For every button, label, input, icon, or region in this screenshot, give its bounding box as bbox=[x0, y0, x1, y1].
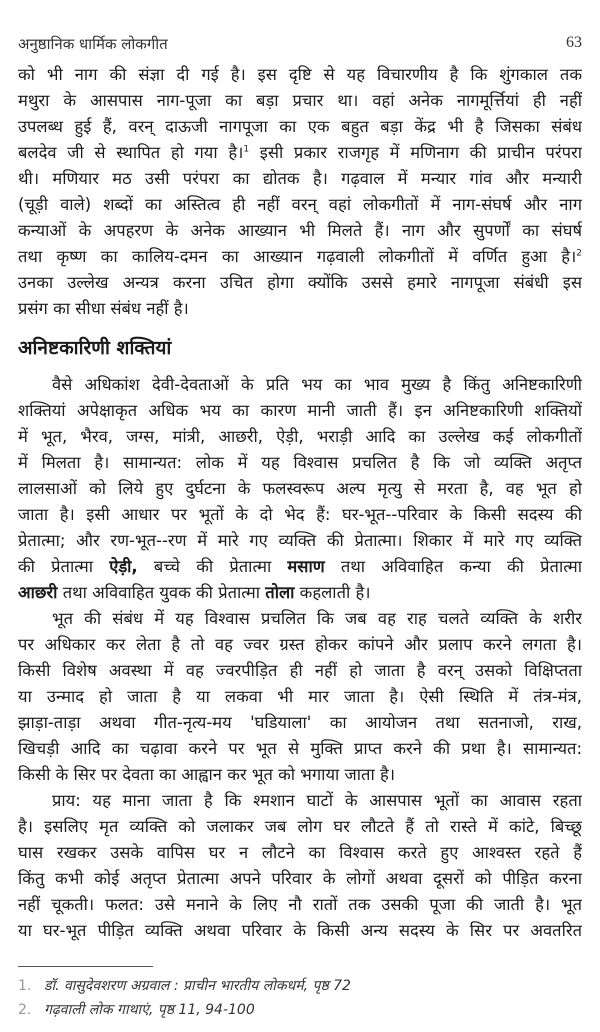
text-line bbox=[18, 476, 582, 502]
text-line bbox=[18, 866, 582, 892]
text-line bbox=[18, 372, 582, 398]
text-line bbox=[18, 296, 582, 322]
text-line bbox=[18, 88, 582, 114]
paragraph-naga-worship bbox=[18, 62, 582, 322]
text-segment: मथुरा के आसपास नाग-पूजा का बड़ा प्रचार था। वहां अनेक नागमूर्त्तियां ही नहीं bbox=[18, 91, 582, 110]
text-line bbox=[18, 398, 582, 424]
bold-term: मसाण bbox=[287, 557, 325, 576]
footnote-ref: 1 bbox=[243, 144, 250, 155]
text-segment: बच्चे की प्रेतात्मा bbox=[137, 557, 288, 576]
text-segment: इसी प्रकार राजगृह में मणिनाग की प्राचीन परंपरा bbox=[249, 143, 582, 162]
text-segment: या घर-भूत पीड़ित व्यक्ति अथवा परिवार के किसी अन्य सदस्य के सिर पर अवतरित bbox=[18, 921, 582, 940]
text-segment: तथा अविवाहित कन्या की प्रेतात्मा bbox=[324, 557, 582, 576]
footnote-1 bbox=[18, 976, 351, 995]
text-segment: नहीं चूकती। फलत: उसे मनाने के लिए नौ रातों तक उसकी पूजा की जाती है। भूत bbox=[18, 895, 582, 914]
text-line bbox=[18, 62, 582, 88]
footnote-divider bbox=[18, 966, 153, 967]
text-segment: भूत की संबंध में यह विश्वास प्रचलित कि जब वह राह चलते व्यक्ति के शरीर bbox=[52, 609, 582, 628]
running-header bbox=[18, 34, 582, 54]
text-line bbox=[18, 244, 582, 270]
text-line bbox=[18, 658, 582, 684]
text-line bbox=[18, 892, 582, 918]
text-segment: किसी विशेष अवस्था में वह ज्वरपीड़ित ही नहीं हो जाता है वरन् उसको विक्षिप्तता bbox=[18, 661, 582, 680]
footnote-number: 2. bbox=[18, 1002, 32, 1018]
text-segment: खिचड़ी आदि का चढ़ावा करने पर भूत से मुक्ति प्राप्त करने की प्रथा है। सामान्यत: bbox=[18, 739, 582, 758]
text-line bbox=[18, 840, 582, 866]
text-segment: झाड़ा-ताड़ा अथवा गीत-नृत्य-मय 'घडियाला' का आयोजन तथा सतनाजो, राख, bbox=[18, 713, 582, 732]
text-segment: प्रेतात्मा; और रण-भूत--रण में मारे गए व्यक्ति की प्रेतात्मा। शिकार में मारे गए व्यक्ति bbox=[18, 531, 582, 550]
text-segment: (चूड़ी वाले) शब्दों का अस्तित्व ही नहीं वरन् वहां लोकगीतों में नाग-संघर्ष और नाग bbox=[18, 195, 582, 214]
text-segment: तथा कृष्ण का कालिय-दमन का आख्यान गढ़वाली लोकगीतों में वर्णित हुआ है। bbox=[18, 247, 577, 266]
text-segment: है। इसलिए मृत व्यक्ति को जलाकर जब लोग घर लौटते हैं तो रास्ते में कांटे, बिच्छू bbox=[18, 817, 582, 836]
text-segment: कहलाती है। bbox=[294, 583, 371, 602]
text-segment: उपलब्ध हुई हैं, वरन् दाऊजी नागपूजा का एक बहुत बड़ा केंद्र भी है जिसका संबंध bbox=[18, 117, 582, 136]
footnote-number: 1. bbox=[18, 978, 32, 994]
text-line bbox=[18, 580, 582, 606]
text-segment: में भूत, भैरव, जग्स, मांत्री, आछरी, ऐड़ी, भराड़ी आदि का उल्लेख कई लोकगीतों bbox=[18, 427, 582, 446]
text-line bbox=[18, 166, 582, 192]
text-segment: पर अधिकार कर लेता है तो वह ज्वर ग्रस्त होकर कांपने और प्रलाप करने लगता है। bbox=[18, 635, 582, 654]
bold-term: तोला bbox=[265, 583, 295, 602]
text-line bbox=[18, 814, 582, 840]
text-segment: वैसे अधिकांश देवी-देवताओं के प्रति भय का भाव मुख्य है किंतु अनिष्टकारिणी bbox=[52, 375, 582, 394]
text-segment: उनका उल्लेख अन्यत्र करना उचित होगा क्योंकि उससे हमारे नागपूजा संबंधी इस bbox=[18, 273, 582, 292]
text-segment: या उन्माद हो जाता है या लकवा भी मार जाता है। ऐसी स्थिति में तंत्र-मंत्र, bbox=[18, 687, 582, 706]
text-line bbox=[18, 762, 582, 788]
text-line bbox=[18, 140, 582, 166]
text-line bbox=[18, 788, 582, 814]
text-segment: में मिलता है। सामान्यत: लोक में यह विश्वास प्रचलित है कि जो व्यक्ति अतृप्त bbox=[18, 453, 582, 472]
text-line bbox=[18, 528, 582, 554]
text-line bbox=[18, 192, 582, 218]
section-body bbox=[18, 372, 582, 944]
text-segment: किसी के सिर पर देवता का आह्वान कर भूत को भगाया जाता है। bbox=[18, 765, 395, 784]
text-line bbox=[18, 270, 582, 296]
text-segment: प्राय: यह माना जाता है कि श्मशान घाटों के आसपास भूतों का आवास रहता bbox=[52, 791, 582, 810]
text-segment: जाता है। इसी आधार पर भूतों के दो भेद हैं: घर-भूत--परिवार के किसी सदस्य की bbox=[18, 505, 582, 524]
text-segment: तथा अविवाहित युवक की प्रेतात्मा bbox=[57, 583, 266, 602]
text-segment: किंतु कभी कोई अतृप्त प्रेतात्मा अपने परिवार के लोगों अथवा दूसरों को पीड़ित करना bbox=[18, 869, 582, 888]
page-number: 63 bbox=[566, 34, 582, 51]
text-line bbox=[18, 424, 582, 450]
running-header-title: अनुष्ठानिक धार्मिक लोकगीत bbox=[18, 35, 168, 53]
text-segment: लालसाओं को लिये हुए दुर्घटना के फलस्वरूप अल्प मृत्यु से मरता है, वह भूत हो bbox=[18, 479, 582, 498]
section-heading: अनिष्टकारिणी शक्तियां bbox=[18, 337, 172, 359]
text-segment: प्रसंग का सीधा संबंध नहीं है। bbox=[18, 299, 189, 318]
text-line bbox=[18, 114, 582, 140]
text-line bbox=[18, 606, 582, 632]
footnote-2 bbox=[18, 1000, 255, 1019]
bold-term: ऐड़ी, bbox=[109, 557, 138, 576]
text-line bbox=[18, 632, 582, 658]
text-line bbox=[18, 450, 582, 476]
text-segment: कन्याओं के अपहरण के अनेक आख्यान भी मिलते हैं। नाग और सुपर्णों का संघर्ष bbox=[18, 221, 582, 240]
text-segment: को भी नाग की संज्ञा दी गई है। इस दृष्टि से यह विचारणीय है कि शुंगकाल तक bbox=[18, 65, 582, 84]
text-segment: शक्तियां अपेक्षाकृत अधिक भय का कारण मानी जाती हैं। इन अनिष्टकारिणी शक्तियों bbox=[18, 401, 582, 420]
text-line bbox=[18, 684, 582, 710]
text-segment: थी। मणियार मठ उसी परंपरा का द्योतक है। गढ़वाल में मन्यार गांव और मन्यारी bbox=[18, 169, 582, 188]
text-line bbox=[18, 918, 582, 944]
text-line bbox=[18, 218, 582, 244]
text-segment: घास रखकर उसके वापिस घर न लौटने का विश्वास करते हुए आश्वस्त रहते हैं bbox=[18, 843, 582, 862]
bold-term: आछरी bbox=[18, 583, 58, 602]
text-segment: की प्रेतात्मा bbox=[18, 557, 110, 576]
footnote-text: गढ़वाली लोक गाथाएं, पृष्ठ 11, 94-100 bbox=[44, 1002, 255, 1018]
text-segment: बलदेव जी से स्थापित हो गया है। bbox=[18, 143, 244, 162]
text-line bbox=[18, 502, 582, 528]
text-line bbox=[18, 710, 582, 736]
text-line bbox=[18, 736, 582, 762]
footnote-text: डॉ. वासुदेवशरण अग्रवाल : प्राचीन भारतीय लोकधर्म, पृष्ठ 72 bbox=[44, 978, 351, 994]
text-line bbox=[18, 554, 582, 580]
footnote-ref: 2 bbox=[576, 248, 582, 259]
